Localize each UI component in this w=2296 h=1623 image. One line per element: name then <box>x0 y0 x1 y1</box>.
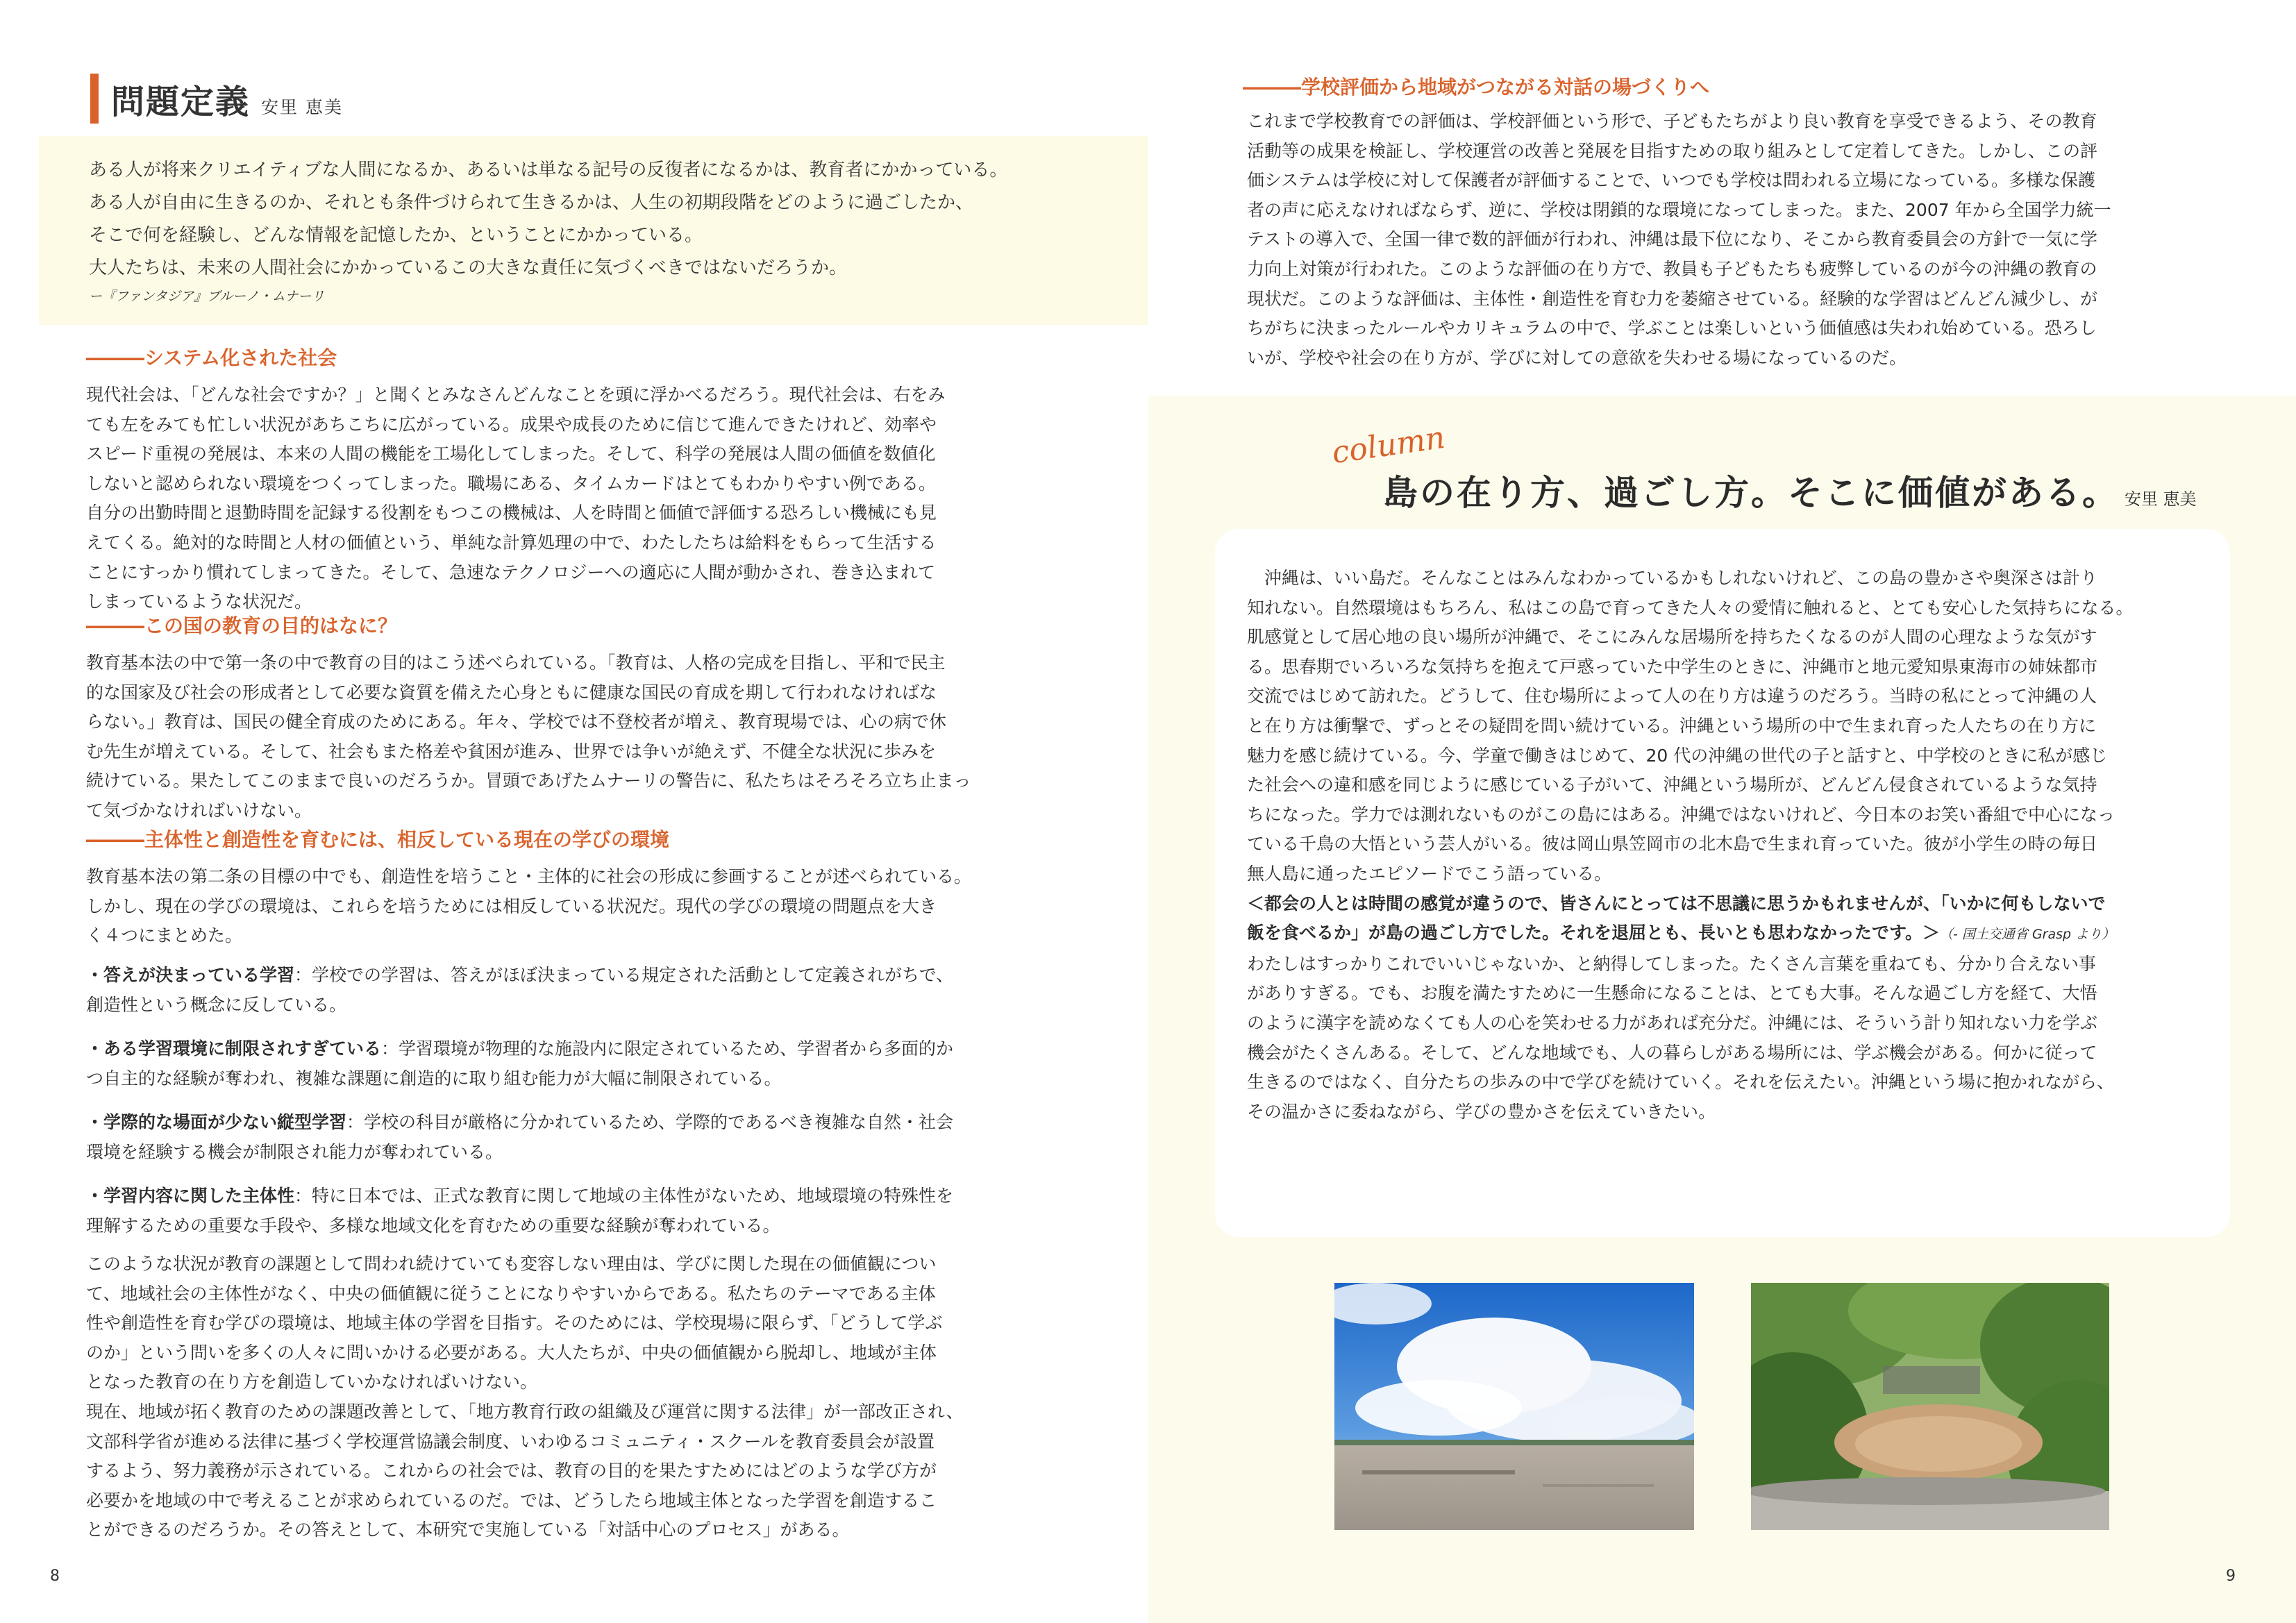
bullet-text: ：特に日本では、正式な教育に関して地域の主体性がないため、地域環境の特殊性を <box>294 1186 954 1206</box>
quote-line: ある人が将来クリエイティブな人間になるか、あるいは単なる記号の反復者になるかは、教育者にかかっている。 <box>89 160 1008 180</box>
body-line: ちがちに決まったルールやカリキュラムの中で、学ぶことは楽しいという価値感は失われ始めている。恐ろし <box>1247 318 2097 339</box>
bullet-learning-autonomy <box>86 1181 953 1241</box>
garden-image <box>1751 1283 2109 1530</box>
body-line: 文部科学省が進める法律に基づく学校運営協議会制度、いわゆるコミュニティ・スクールを教育委員会が設置 <box>86 1431 935 1452</box>
body-line: がありすぎる。でも、お腹を満たすために一生懸命になることは、とても大事。そんな過ごし方を経て、大悟 <box>1247 983 2097 1004</box>
page-title <box>111 75 343 123</box>
column-quote-source: （- 国土交通省 Grasp より） <box>1940 927 2115 943</box>
body-line: 続けている。果たしてこのままで良いのだろうか。冒頭であげたムナーリの警告に、私たちはそろそろ立ち止まっ <box>86 771 971 791</box>
title-accent-bar <box>90 74 99 124</box>
body-line: ても左をみても忙しい状況があちこちに広がっている。成果や成長のために信じて進んできたけれど、効率や <box>86 414 937 435</box>
body-line: 知れない。自然環境はもちろん、私はこの島で育ってきた人々の愛情に触れると、とても安心した気持ちになる。 <box>1247 597 2134 618</box>
body-line: 必要かを地域の中で考えることが求められているのだ。では、どうしたら地域主体となった学習を創造するこ <box>86 1490 937 1511</box>
section-heading-education-purpose: ―――この国の教育の目的はなに？ <box>86 614 398 637</box>
body-line: ている千鳥の大悟という芸人がいる。彼は岡山県笠岡市の北木島で生まれ育っていた。彼が小学生の時の毎日 <box>1247 834 2098 855</box>
column-quote-text: 飯を食べるか」が島の過ごし方でした。それを退屈とも、長いとも思わなかったです。＞ <box>1247 923 1941 943</box>
column-label: column <box>1330 419 1448 471</box>
column-quote-line <box>1247 889 2134 919</box>
body-line: て気づかなければいけない。 <box>86 800 312 821</box>
body-line: わたしはすっかりこれでいいじゃないか、と納得してしまった。たくさん言葉を重ねても、分かり合えない事 <box>1247 953 2096 974</box>
body-line: するよう、努力義務が示されている。これからの社会では、教育の目的を果たすためにはどのような学び方が <box>86 1461 937 1481</box>
body-line: 教育基本法の中で第一条の中で教育の目的はこう述べられている。「教育は、人格の完成を目指し、平和で民主 <box>86 653 946 673</box>
body-line: ことにすっかり慣れてしまってきた。そして、急速なテクノロジーへの適応に人間が動かされ、巻き込まれて <box>86 562 936 582</box>
body-line: 無人島に通ったエピソードでこう語っている。 <box>1247 863 1612 884</box>
quote-line: 大人たちは、未来の人間社会にかかっているこの大きな責任に気づくべきではないだろうか。 <box>89 258 848 278</box>
body-line: と在り方は衝撃で、ずっとその疑問を問い続けている。沖縄という場所の中で生まれ育った人たちの在り方に <box>1247 715 2097 736</box>
page-number-right: 9 <box>2226 1567 2236 1585</box>
title-author: 安里 恵美 <box>261 97 343 117</box>
section-heading-school-evaluation: ―――学校評価から地域がつながる対話の場づくりへ <box>1243 76 1710 99</box>
quote-source: ー『ファンタジア』ブルーノ・ムナーリ <box>89 289 325 304</box>
page-number-left: 8 <box>50 1567 60 1585</box>
body-line: これまで学校教育での評価は、学校評価という形で、子どもたちがより良い教育を享受できるよう、その教育 <box>1247 111 2097 131</box>
body-line: 現代社会は、「どんな社会ですか？」と聞くとみなさんどんなことを頭に浮かべるだろう。現代社会は、右をみ <box>86 385 946 405</box>
section-body-systemized-society <box>86 380 946 617</box>
body-line: る。思春期でいろいろな気持ちを抱えて戸惑っていた中学生のときに、沖縄市と地元愛知県東海市の姉妹都市 <box>1247 656 2098 677</box>
body-line: 力向上対策が行われた。このような評価の在り方で、教員も子どもたちも疲弊しているのが今の沖縄の教育の <box>1247 258 2097 279</box>
beach-sky-photo <box>1334 1283 1694 1530</box>
garden-photo <box>1751 1283 2109 1530</box>
column-body <box>1247 564 2134 1127</box>
body-line: いが、学校や社会の在り方が、学びに対しての意欲を失わせる場になっているのだ。 <box>1247 347 1907 368</box>
body-line: 現在、地域が拓く教育のための課題改善として、「地方教育行政の組織及び運営に関する法律」が一部改正され、 <box>86 1401 964 1422</box>
epigraph-quote <box>89 154 1116 285</box>
bullet-restricted-environment <box>86 1034 953 1093</box>
body-line: 魅力を感じ続けている。今、学童で働きはじめて、20 代の沖縄の世代の子と話すと、中学校のときに私が感じ <box>1247 745 2108 766</box>
body-line: このような状況が教育の課題として問われ続けていても変容しない理由は、学びに関した現在の価値観につい <box>86 1254 937 1274</box>
column-quote-line <box>1247 918 2134 950</box>
body-line: のように漢字を読めなくても人の心を笑わせる力があれば充分だ。沖縄には、そういう計り知れない力を学ぶ <box>1247 1012 2098 1033</box>
body-line: らない。」教育は、国民の健全育成のためにある。年々、学校では不登校者が増え、教育現場では、心の病で休 <box>86 712 947 732</box>
body-line: 機会がたくさんある。そして、どんな地域でも、人の暮らしがある場所には、学ぶ機会がある。何かに従って <box>1247 1042 2097 1063</box>
bullet-text: ：学校の科目が厳格に分かれているため、学際的であるべき複雑な自然・社会 <box>346 1112 954 1132</box>
section-intro-learning-environment <box>86 862 971 951</box>
body-line: 自分の出勤時間と退勤時間を記録する役割をもつこの機械は、人を時間と価値で評価する恐ろしい機械にも見 <box>86 503 937 523</box>
bullet-label: ・学際的な場面が少ない縦型学習 <box>86 1112 347 1132</box>
bullet-vertical-learning <box>86 1108 953 1167</box>
bullet-fixed-answers <box>86 961 953 1020</box>
body-line: た社会への違和感を同じように感じている子がいて、沖縄という場所が、どんどん侵食されているような気持 <box>1247 775 2097 796</box>
body-line: しまっているような状況だ。 <box>86 591 312 612</box>
body-line: 教育基本法の第二条の目標の中でも、創造性を培うこと・主体的に社会の形成に参画することが述べられている。 <box>86 866 972 886</box>
body-line: 活動等の成果を検証し、学校運営の改善と発展を目指すための取り組みとして定着してきた。しかし、この評 <box>1247 140 2098 161</box>
body-line: 現状だ。このような評価は、主体性・創造性を育む力を萎縮させている。経験的な学習はどんどん減少し、が <box>1247 288 2098 309</box>
section-heading-learning-environment: ―――主体性と創造性を育むには、相反している現在の学びの環境 <box>86 828 670 851</box>
section-body-school-evaluation <box>1247 107 2111 373</box>
title-text: 問題定義 <box>111 83 251 121</box>
bullet-text: ：学校での学習は、答えがほぼ決まっている規定された活動として定義されがちで、 <box>294 965 954 985</box>
body-line: 的な国家及び社会の形成者として必要な資質を備えた心身ともに健康な国民の育成を期して行われなければな <box>86 682 937 703</box>
body-line: のか」という問いを多くの人々に問いかける必要がある。大人たちが、中央の価値観から脱却し、地域が主体 <box>86 1342 937 1363</box>
body-line: て、地域社会の主体性がなく、中央の価値観に従うことになりやすいからである。私たちのテーマである主体 <box>86 1283 936 1304</box>
quote-line: そこで何を経験し、どんな情報を記憶したか、ということにかかっている。 <box>89 225 703 246</box>
body-line: しかし、現在の学びの環境は、これらを培うためには相反している状況だ。現代の学びの環境の問題点を大き <box>86 895 937 916</box>
quote-line: ある人が自由に生きるのか、それとも条件づけられて生きるかは、人生の初期段階をどのように過ごしたか、 <box>89 192 974 213</box>
bullet-text-line2: 創造性という概念に反している。 <box>86 994 347 1015</box>
body-line: む先生が増えている。そして、社会もまた格差や貧困が進み、世界では争いが絶えず、不健全な状況に歩みを <box>86 741 937 762</box>
body-line: スピード重視の発展は、本来の人間の機能を工場化してしまった。そして、科学の発展は人間の価値を数値化 <box>86 444 936 464</box>
section-body-education-purpose <box>86 648 971 826</box>
body-line: えてくる。絶対的な時間と人材の価値という、単純な計算処理の中で、わたしたちは給料をもらって生活する <box>86 532 937 553</box>
bullet-text-line2: 理解するための重要な手段や、多様な地域文化を育むための重要な経験が奪われている。 <box>86 1215 780 1236</box>
column-title <box>1383 465 2197 515</box>
body-line: しないと認められない環境をつくってしまった。職場にある、タイムカードはとてもわかりやすい例である。 <box>86 473 937 494</box>
body-line: その温かさに委ねながら、学びの豊かさを伝えていきたい。 <box>1247 1101 1716 1122</box>
bullet-label: ・学習内容に関した主体性 <box>86 1186 295 1206</box>
body-line: となった教育の在り方を創造していかなければいけない。 <box>86 1372 538 1393</box>
bullet-text-line2: 環境を経験する機会が制限され能力が奪われている。 <box>86 1141 503 1162</box>
beach-sky-image <box>1334 1283 1694 1530</box>
bullet-label: ・ある学習環境に制限されすぎている <box>86 1038 382 1059</box>
bullet-label: ・答えが決まっている学習 <box>86 965 295 985</box>
body-line: 価システムは学校に対して保護者が評価することで、いつでも学校は問われる立場になっている。多様な保護 <box>1247 170 2096 191</box>
section-closing-learning-environment <box>86 1250 964 1545</box>
body-line: 性や創造性を育む学びの環境は、地域主体の学習を目指す。そのためには、学校現場に限らず、「どうして学ぶ <box>86 1313 943 1334</box>
bullet-text: ：学習環境が物理的な施設内に限定されているため、学習者から多面的か <box>381 1038 954 1059</box>
body-line: 沖縄は、いい島だ。そんなことはみんなわかっているかもしれないけれど、この島の豊かさや奥深さは計り <box>1247 568 2098 588</box>
body-line: 生きるのではなく、自分たちの歩みの中で学びを続けていく。それを伝えたい。沖縄という場に抱かれながら、 <box>1247 1072 2115 1093</box>
column-title-text: 島の在り方、過ごし方。そこに価値がある。 <box>1383 473 2119 513</box>
bullet-text-line2: つ自主的な経験が奪われ、複雑な課題に創造的に取り組む能力が大幅に制限されている。 <box>86 1068 782 1088</box>
column-quote-text: ＜都会の人とは時間の感覚が違うので、皆さんにとっては不思議に思うかもれませんが、「いかに何もしないで <box>1247 893 2106 914</box>
body-line: とができるのだろうか。その答えとして、本研究で実施している「対話中心のプロセス」がある。 <box>86 1520 850 1540</box>
body-line: ちになった。学力では測れないものがこの島にはある。沖縄ではないけれど、今日本のお笑い番組で中心になっ <box>1247 804 2115 825</box>
column-author: 安里 恵美 <box>2125 489 2197 509</box>
body-line: く４つにまとめた。 <box>86 925 243 946</box>
body-line: 交流ではじめて訪れた。どうして、住む場所によって人の在り方は違うのだろう。当時の私にとって沖縄の人 <box>1247 686 2097 707</box>
body-line: 肌感覚として居心地の良い場所が沖縄で、そこにみんな居場所を持ちたくなるのが人間の心理なような気がす <box>1247 627 2097 648</box>
body-line: 者の声に応えなければならず、逆に、学校は閉鎖的な環境になってしまった。また、2007 年から全国学力統一 <box>1247 199 2111 220</box>
body-line: テストの導入で、全国一律で数的評価が行われ、沖縄は最下位になり、そこから教育委員会の方針で一気に学 <box>1247 229 2098 250</box>
section-heading-systemized-society: ―――システム化された社会 <box>86 346 337 369</box>
